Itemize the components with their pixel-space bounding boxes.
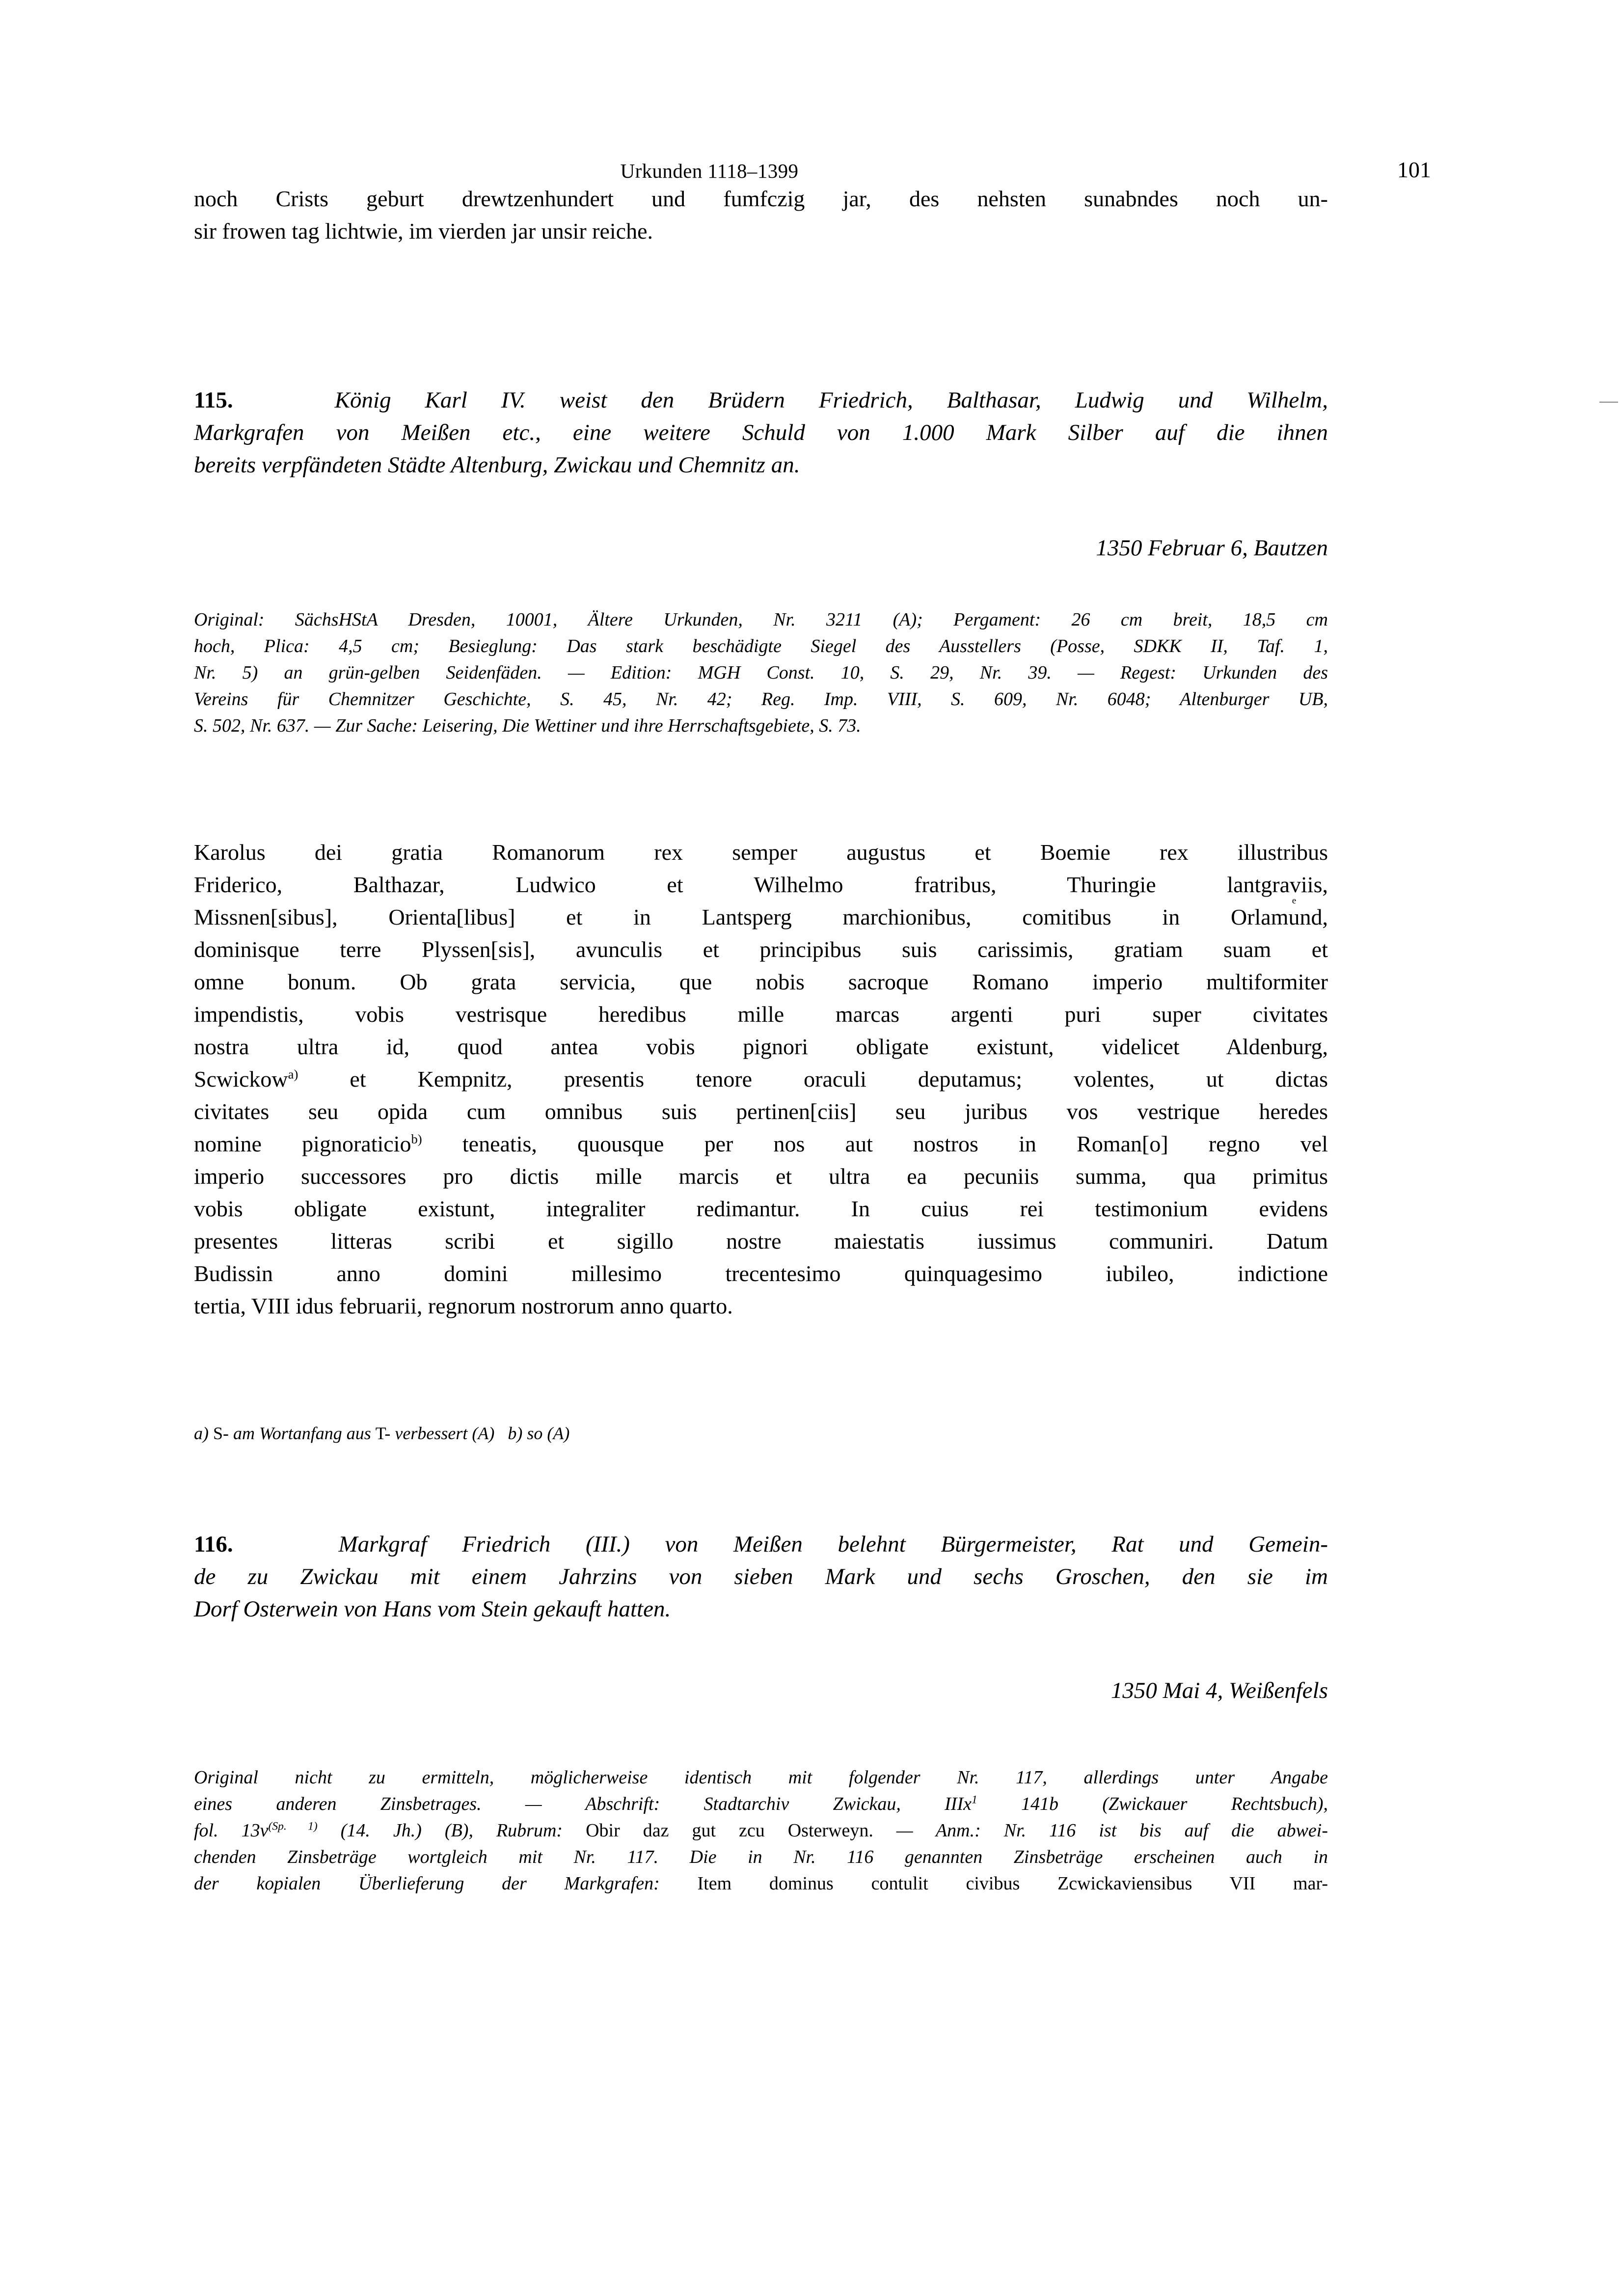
quoted-source-text: Item dominus contulit civibus Zcwickaviensibus VII mar-: [697, 1873, 1328, 1894]
apparatus-line: Original: SächsHStA Dresden, 10001, Ältere Urkunden, Nr. 3211 (A); Pergament: 26 cm breit, 18,5 cm: [194, 609, 1328, 630]
text-line: Friderico, Balthazar, Ludwico et Wilhelmo fratribus, Thuringie lantgraviis,: [194, 872, 1328, 897]
text-line: Budissin anno domini millesimo trecentesimo quinquagesimo iubileo, indictione: [194, 1261, 1328, 1286]
apparatus-line: Original nicht zu ermitteln, möglicherweise identisch mit folgender Nr. 117, allerdings unter Angabe: [194, 1767, 1328, 1788]
text-line: nostra ultra id, quod antea vobis pignori obligate existunt, videlicet Aldenburg,: [194, 1034, 1328, 1059]
continued-paragraph: [194, 183, 1328, 247]
footnote-ref-b: b): [411, 1131, 422, 1147]
text-line: tertia, VIII idus februarii, regnorum nostrorum anno quarto.: [194, 1293, 733, 1318]
text-line: impendistis, vobis vestrisque heredibus mille marcas argenti puri super civitates: [194, 1002, 1328, 1027]
superscript-note: (Sp. 1): [268, 1820, 318, 1833]
regest-line-text: Markgraf Friedrich (III.) von Meißen belehnt Bürgermeister, Rat und Gemein-: [338, 1531, 1328, 1557]
text-line: civitates seu opida cum omnibus suis pertinen[ciis] seu juribus vos vestrique heredes: [194, 1099, 1328, 1124]
footnote-label-a: a): [194, 1423, 209, 1443]
regest-line: bereits verpfändeten Städte Altenburg, Zwickau und Chemnitz an.: [194, 452, 800, 478]
footnote-text-a: am Wortanfang aus: [229, 1423, 376, 1443]
footnote-ref-a: a): [288, 1066, 298, 1082]
text-line: omne bonum. Ob grata servicia, que nobis sacroque Romano imperio multiformiter: [194, 969, 1328, 994]
regest-line: Dorf Osterwein von Hans vom Stein gekauft hatten.: [194, 1596, 671, 1622]
regest-line: [194, 1528, 1328, 1560]
apparatus-line: fol. $13v^{(Sp. 1)}$ (14. Jh.) (B), Rubrum: Obir daz gut zcu Osterweyn. — Anm.: Nr. 116 ist bis auf die abwei-: [194, 1820, 1328, 1841]
text-line: nomine pignoraticio$^{b)}$ teneatis, quousque per nos aut nostros in Roman[o] regno vel: [194, 1131, 1328, 1156]
u-with-superscript-e: u e: [1288, 895, 1300, 929]
regest-line: Markgrafen von Meißen etc., eine weitere Schuld von 1.000 Mark Silber auf die ihnen: [194, 420, 1328, 445]
footnote-siglum-s: S-: [209, 1423, 229, 1443]
text-line: dominisque terre Plyssen[sis], avunculis et principibus suis carissimis, gratiam suam et: [194, 937, 1328, 962]
text-line: Scwickow$^{a)}$ et Kempnitz, presentis tenore oraculi deputamus; volentes, ut dictas: [194, 1066, 1328, 1092]
text-line: presentes litteras scribi et sigillo nostre maiestatis iussimus communiri. Datum: [194, 1229, 1328, 1254]
text-line: Missnen[sibus], Orienta[libus] et in Lantsperg marchionibus, comitibus in Orlamu e nd,: [194, 901, 1328, 933]
regest-line: [194, 384, 1328, 416]
text-line: noch Crists geburt drewtzenhundert und fumfczig jar, des nehsten sunabndes noch un-: [194, 186, 1328, 211]
regest-line: de zu Zwickau mit einem Jahrzins von sieben Mark und sechs Groschen, den sie im: [194, 1564, 1328, 1589]
running-head-title: Urkunden 1118–1399: [620, 160, 799, 182]
apparatus-line: hoch, Plica: 4,5 cm; Besieglung: Das stark beschädigte Siegel des Ausstellers (Posse, SDKK II, Taf. 1,: [194, 636, 1328, 656]
apparatus-line: S. 502, Nr. 637. — Zur Sache: Leisering, Die Wettiner und ihre Herrschaftsgebiete, S. 73.: [194, 715, 861, 736]
entry-116-regest: [194, 1528, 1328, 1625]
text-line: imperio successores pro dictis mille marcis et ultra ea pecuniis summa, qua primitus: [194, 1164, 1328, 1189]
text-line: vobis obligate existunt, integraliter redimantur. In cuius rei testimonium evidens: [194, 1196, 1328, 1221]
superscript-note: 1: [971, 1793, 977, 1806]
footnote-label-b: b): [508, 1423, 523, 1443]
entry-number: 116.: [194, 1531, 233, 1557]
regest-line-text-1b: König Karl IV. weist den Brüdern Friedrich, Balthasar, Ludwig und Wilhelm,: [334, 387, 1328, 413]
quoted-source-text: Obir daz gut zcu Osterweyn.: [586, 1820, 873, 1841]
entry-number: 115.: [194, 387, 233, 413]
entry-115-dateline: 1350 Februar 6, Bautzen: [1096, 535, 1328, 561]
entry-115-footnotes: [194, 1421, 1328, 1446]
apparatus-line: eines anderen Zinsbetrages. — Abschrift: Stadtarchiv Zwickau, IIIx$^1$ 141b (Zwickauer Rechtsbuch),: [194, 1793, 1328, 1814]
text-line: sir frowen tag lichtwie, im vierden jar unsir reiche.: [194, 219, 653, 244]
entry-116-dateline: 1350 Mai 4, Weißenfels: [1110, 1678, 1328, 1703]
footnote-text-a2: verbessert (A): [390, 1423, 495, 1443]
apparatus-line: Vereins für Chemnitzer Geschichte, S. 45, Nr. 42; Reg. Imp. VIII, S. 609, Nr. 6048; Altenburger UB,: [194, 689, 1328, 710]
apparatus-line: der kopialen Überlieferung der Markgrafen: Item dominus contulit civibus Zcwickaviensibus VII mar-: [194, 1873, 1328, 1894]
apparatus-line: chenden Zinsbeträge wortgleich mit Nr. 117. Die in Nr. 116 genannten Zinsbeträge erscheinen auch in: [194, 1847, 1328, 1867]
entry-115-apparatus: [194, 606, 1328, 739]
regest-indent: [233, 1531, 339, 1557]
regest-line-text-1: [233, 387, 335, 413]
footnote-siglum-t: T-: [375, 1423, 391, 1443]
scan-artifact-mark: [1599, 402, 1618, 403]
page-number: 101: [1397, 157, 1431, 182]
apparatus-line: Nr. 5) an grün-gelben Seidenfäden. — Edition: MGH Const. 10, S. 29, Nr. 39. — Regest: Urkunden des: [194, 662, 1328, 683]
footnote-line: [194, 1421, 1328, 1446]
text-line: Karolus dei gratia Romanorum rex semper augustus et Boemie rex illustribus: [194, 840, 1328, 865]
entry-115-regest: [194, 384, 1328, 481]
entry-115-main-text: [194, 836, 1328, 1322]
footnote-text-b: so (A): [522, 1423, 570, 1443]
entry-116-apparatus: [194, 1764, 1328, 1897]
